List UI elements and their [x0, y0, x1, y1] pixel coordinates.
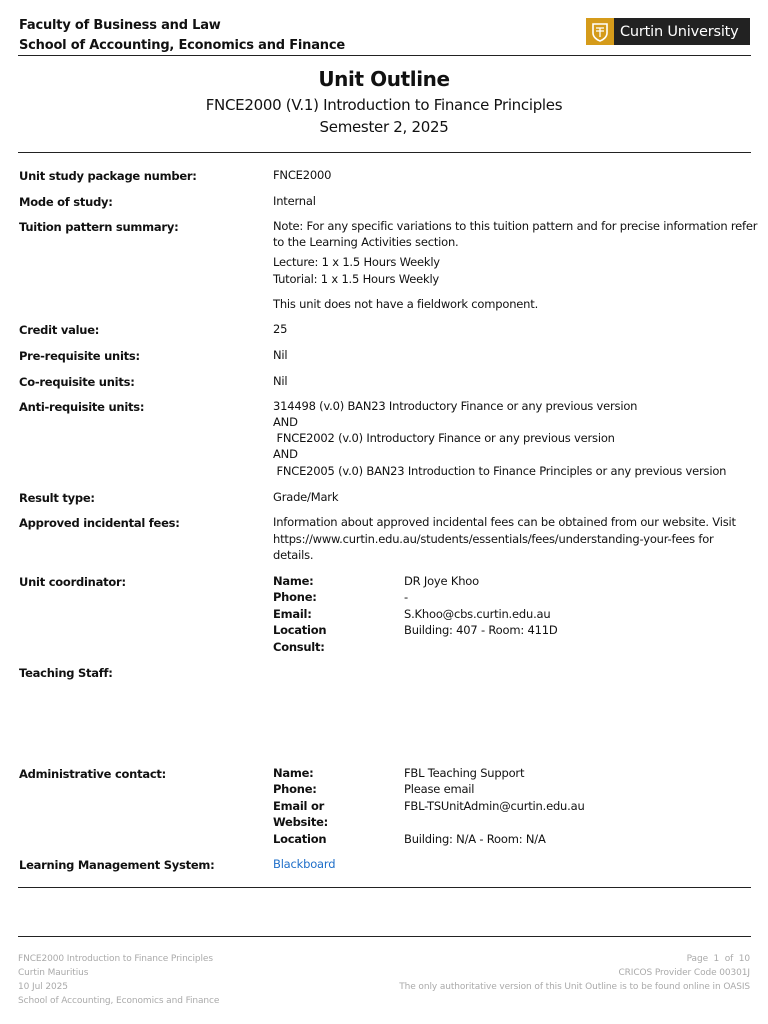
prereq-value: Nil [273, 348, 288, 362]
authoritative-note: The only authoritative version of this Unit Outline is to be found online in OASIS [399, 982, 750, 992]
content-divider [18, 887, 751, 888]
admin-email-label: Email or [273, 799, 325, 813]
unit-title: FNCE2000 (V.1) Introduction to Finance Principles [205, 96, 563, 114]
lms-link[interactable]: Blackboard [273, 857, 336, 871]
antireq-line: AND [273, 447, 298, 461]
credit-label: Credit value: [19, 323, 100, 337]
title-divider [18, 152, 751, 153]
admin-label: Administrative contact: [19, 767, 167, 781]
coreq-value: Nil [273, 374, 288, 388]
fees-label: Approved incidental fees: [19, 516, 180, 530]
lms-label: Learning Management System: [19, 858, 215, 872]
mode-label: Mode of study: [19, 195, 113, 209]
coordinator-phone-label: Phone: [273, 590, 317, 604]
footer-school: School of Accounting, Economics and Finance [18, 996, 220, 1006]
fees-line: details. [273, 548, 314, 562]
admin-phone-label: Phone: [273, 782, 317, 796]
tuition-fieldwork: This unit does not have a fieldwork component. [273, 297, 539, 311]
tuition-tutorial: Tutorial: 1 x 1.5 Hours Weekly [273, 272, 440, 286]
page-prefix: Page [686, 954, 709, 964]
tuition-lecture: Lecture: 1 x 1.5 Hours Weekly [273, 255, 440, 269]
antireq-line: FNCE2002 (v.0) Introductory Finance or any previous version [273, 431, 615, 445]
page-current: 1 [713, 954, 720, 964]
footer-date: 10 Jul 2025 [18, 982, 68, 992]
admin-location-label: Location [273, 832, 327, 846]
crest-icon [586, 18, 614, 45]
study-package-label: Unit study package number: [19, 169, 197, 183]
antireq-line: AND [273, 415, 298, 429]
footer-unit: FNCE2000 Introduction to Finance Principles [18, 954, 213, 964]
admin-website-label: Website: [273, 815, 328, 829]
fees-line: Information about approved incidental fees can be obtained from our website. Visit [273, 515, 736, 529]
antireq-label: Anti-requisite units: [19, 400, 145, 414]
cricos-code: CRICOS Provider Code 00301J [618, 968, 750, 978]
header-divider [18, 55, 751, 56]
study-package-value: FNCE2000 [273, 168, 332, 182]
curtin-logo [586, 18, 750, 45]
credit-value: 25 [273, 322, 288, 336]
faculty-name: Faculty of Business and Law [19, 18, 221, 33]
logo-text: Curtin University [620, 23, 739, 40]
coreq-label: Co-requisite units: [19, 375, 135, 389]
footer-divider [18, 936, 751, 937]
footer-campus: Curtin Mauritius [18, 968, 89, 978]
tuition-note-line1: Note: For any specific variations to this tuition pattern and for precise information refer [273, 219, 758, 233]
coordinator-email: S.Khoo@cbs.curtin.edu.au [404, 607, 551, 621]
teaching-staff-label: Teaching Staff: [19, 666, 113, 680]
prereq-label: Pre-requisite units: [19, 349, 140, 363]
tuition-note-line2: to the Learning Activities section. [273, 235, 459, 249]
coordinator-location-label: Location [273, 623, 327, 637]
page-title: Unit Outline [318, 67, 450, 91]
page-of: of [724, 954, 734, 964]
antireq-line: FNCE2005 (v.0) BAN23 Introduction to Finance Principles or any previous version [273, 464, 727, 478]
antireq-line: 314498 (v.0) BAN23 Introductory Finance or any previous version [273, 399, 638, 413]
page-total: 10 [738, 954, 750, 964]
coordinator-phone: - [404, 590, 408, 604]
admin-phone: Please email [404, 782, 475, 796]
coordinator-label: Unit coordinator: [19, 575, 126, 589]
fees-line: https://www.curtin.edu.au/students/essentials/fees/understanding-your-fees for [273, 532, 714, 546]
semester: Semester 2, 2025 [319, 118, 449, 136]
tuition-label: Tuition pattern summary: [19, 220, 179, 234]
coordinator-consult-label: Consult: [273, 640, 325, 654]
admin-email: FBL-TSUnitAdmin@curtin.edu.au [404, 799, 585, 813]
school-name: School of Accounting, Economics and Finance [19, 38, 345, 53]
page-number [687, 952, 750, 966]
coordinator-name: DR Joye Khoo [404, 574, 479, 588]
mode-value: Internal [273, 194, 316, 208]
coordinator-name-label: Name: [273, 574, 314, 588]
coordinator-email-label: Email: [273, 607, 312, 621]
admin-name: FBL Teaching Support [404, 766, 525, 780]
result-label: Result type: [19, 491, 95, 505]
admin-name-label: Name: [273, 766, 314, 780]
coordinator-location: Building: 407 - Room: 411D [404, 623, 558, 637]
result-value: Grade/Mark [273, 490, 339, 504]
admin-location: Building: N/A - Room: N/A [404, 832, 546, 846]
